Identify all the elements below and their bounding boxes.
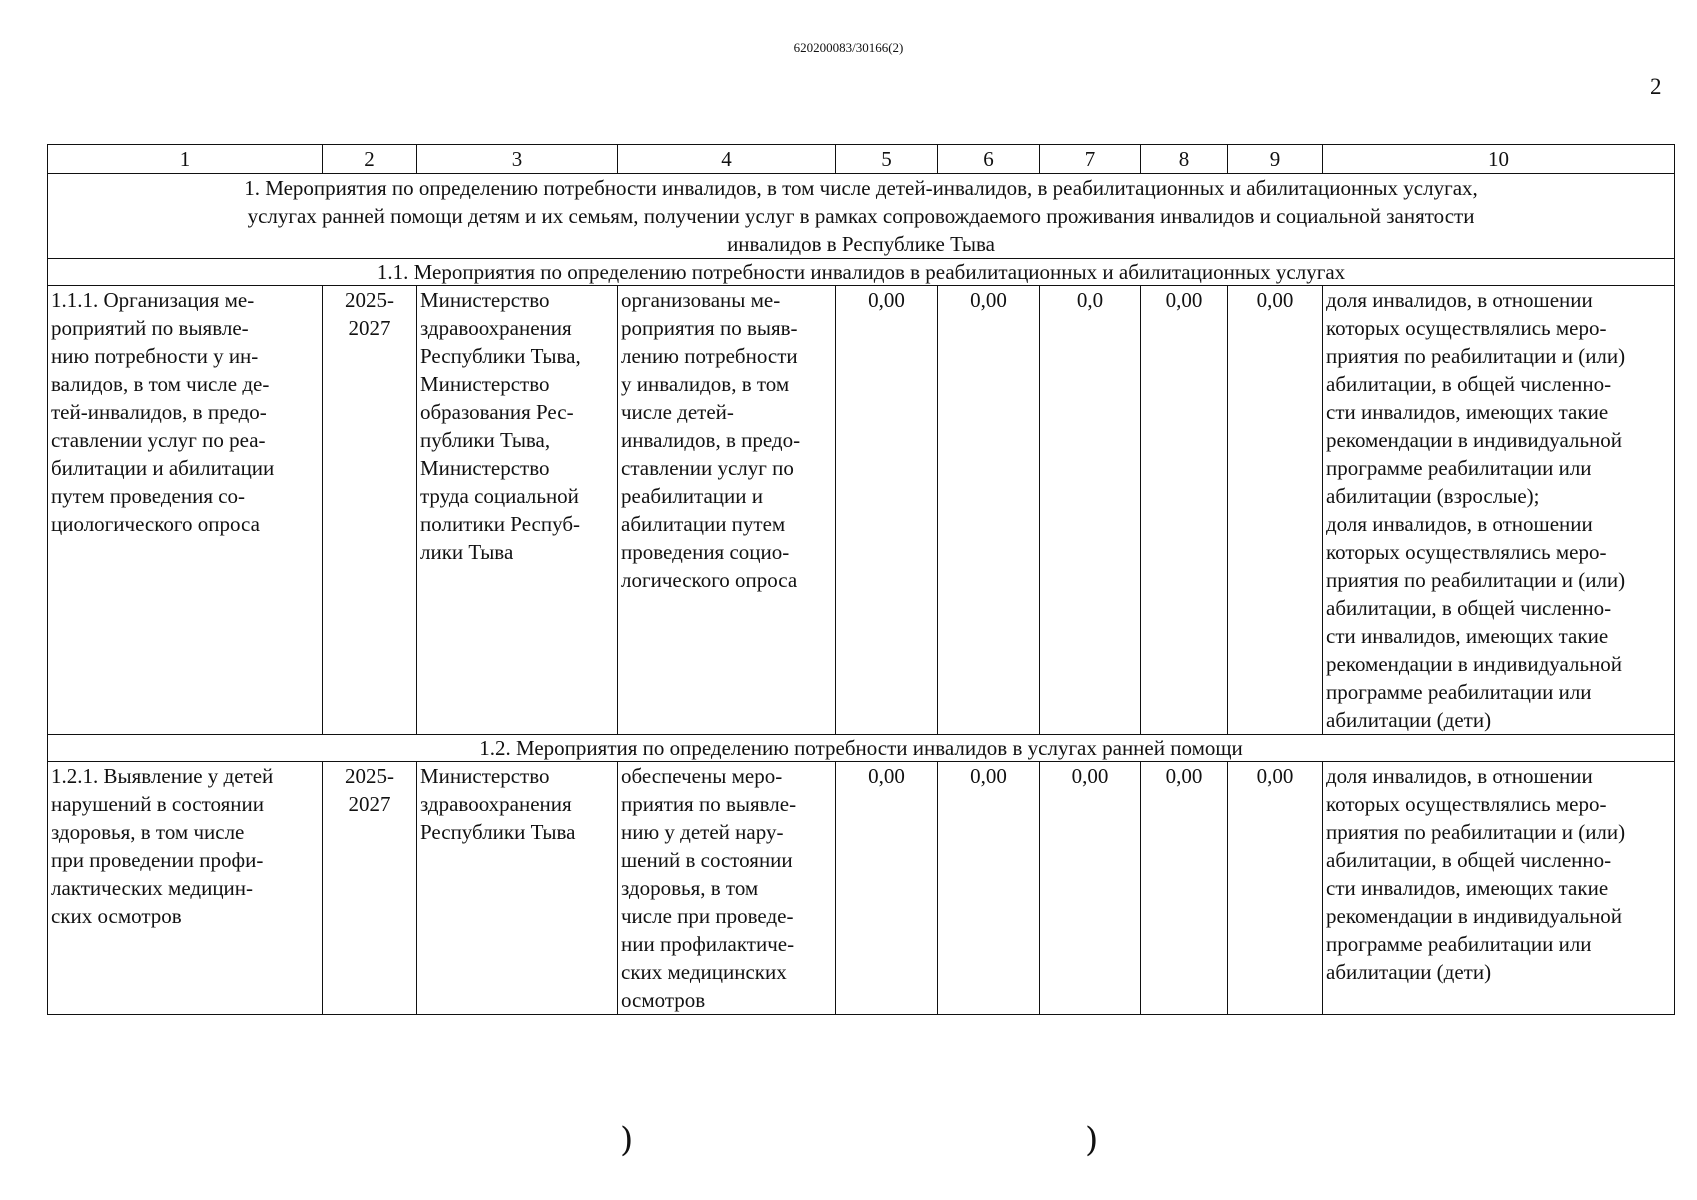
table-row	[48, 286, 1675, 735]
table-row	[48, 762, 1675, 1015]
column-number-row	[48, 145, 1675, 174]
column-number: 1	[48, 145, 323, 174]
funding-value: 0,00	[1228, 762, 1323, 1015]
column-number: 3	[417, 145, 618, 174]
page-number: 2	[1650, 74, 1662, 99]
activity-period: 2025- 2027	[323, 762, 417, 1015]
subsection-1-2-title: 1.2. Мероприятия по определению потребности инвалидов в услугах ранней помощи	[48, 735, 1675, 762]
funding-value: 0,00	[1040, 762, 1141, 1015]
activity-executors: Министерство здравоохранения Республики Тыва	[417, 762, 618, 1015]
subsection-1-1-row	[48, 259, 1675, 286]
activity-indicators: доля инвалидов, в отношении которых осуществлялись меро- приятия по реабилитации и (или) абилитации, в общей численно- сти инвалидов, имеющих такие рекомендации в индивидуальной программе реабилитации или абилитации (взрослые); доля инвалидов, в отношении которых осуществлялись меро- приятия по реабилитации и (или) абилитации, в общей численно- сти инвалидов, имеющих такие рекомендации в индивидуальной программе реабилитации или абилитации (дети)	[1323, 286, 1675, 735]
funding-value: 0,00	[1141, 286, 1228, 735]
section-1-row	[48, 174, 1675, 259]
column-number: 2	[323, 145, 417, 174]
funding-value: 0,00	[938, 286, 1040, 735]
document-code: 620200083/30166(2)	[793, 40, 904, 55]
activity-period: 2025- 2027	[323, 286, 417, 735]
column-number: 9	[1228, 145, 1323, 174]
activity-result: организованы ме- роприятия по выяв- лению потребности у инвалидов, в том числе детей- инвалидов, в предо- ставлении услуг по реабилитации и абилитации путем проведения социо- логического опроса	[618, 286, 836, 735]
initial-mark: )	[1085, 1120, 1099, 1160]
funding-value: 0,00	[836, 762, 938, 1015]
column-number: 7	[1040, 145, 1141, 174]
column-number: 10	[1323, 145, 1675, 174]
activity-name: 1.2.1. Выявление у детей нарушений в состоянии здоровья, в том числе при проведении профи- лактических медицин- ских осмотров	[48, 762, 323, 1015]
column-number: 4	[618, 145, 836, 174]
activity-indicators: доля инвалидов, в отношении которых осуществлялись меро- приятия по реабилитации и (или) абилитации, в общей численно- сти инвалидов, имеющих такие рекомендации в индивидуальной программе реабилитации или абилитации (дети)	[1323, 762, 1675, 1015]
activity-name: 1.1.1. Организация ме- роприятий по выявле- нию потребности у ин- валидов, в том числе де- тей-инвалидов, в предо- ставлении услуг по реа- билитации и абилитации путем проведения со- циологического опроса	[48, 286, 323, 735]
program-table	[47, 144, 1675, 1015]
funding-value: 0,00	[938, 762, 1040, 1015]
funding-value: 0,0	[1040, 286, 1141, 735]
column-number: 6	[938, 145, 1040, 174]
funding-value: 0,00	[836, 286, 938, 735]
activity-executors: Министерство здравоохранения Республики Тыва, Министерство образования Рес- публики Тыва, Министерство труда социальной политики Респуб- лики Тыва	[417, 286, 618, 735]
initial-mark: )	[620, 1120, 634, 1160]
activity-result: обеспечены меро- приятия по выявле- нию у детей нару- шений в состоянии здоровья, в том числе при проведе- нии профилактиче- ских медицинских осмотров	[618, 762, 836, 1015]
section-1-title: 1. Мероприятия по определению потребности инвалидов, в том числе детей-инвалидов, в реабилитационных и абилитационных услугах, услугах ранней помощи детям и их семьям, получении услуг в рамках сопровождаемого проживания инвалидов и социальной занятости инвалидов в Республике Тыва	[48, 174, 1675, 259]
subsection-1-2-row	[48, 735, 1675, 762]
subsection-1-1-title: 1.1. Мероприятия по определению потребности инвалидов в реабилитационных и абилитационных услугах	[48, 259, 1675, 286]
funding-value: 0,00	[1141, 762, 1228, 1015]
column-number: 5	[836, 145, 938, 174]
funding-value: 0,00	[1228, 286, 1323, 735]
column-number: 8	[1141, 145, 1228, 174]
